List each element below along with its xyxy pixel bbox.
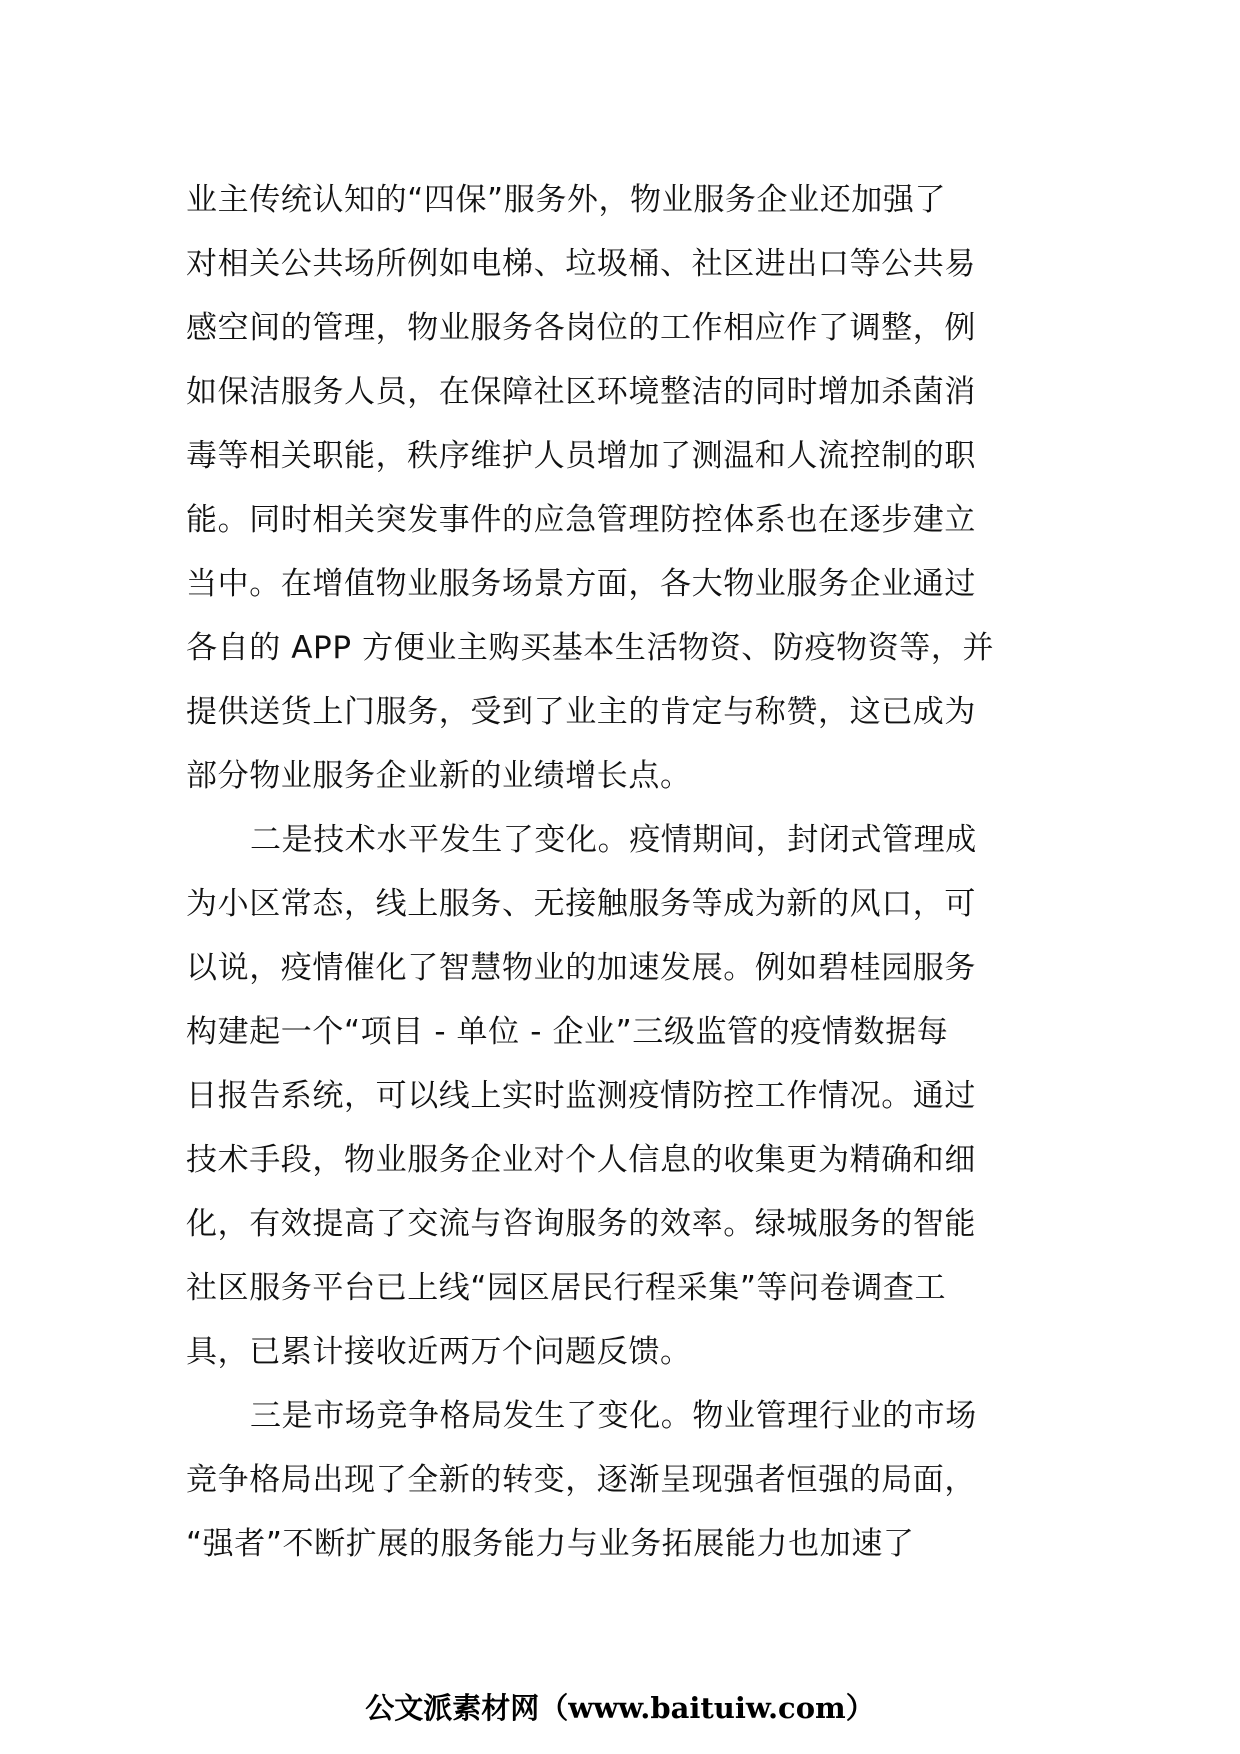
text-line: 当中。在增值物业服务场景方面，各大物业服务企业通过 [186,566,976,602]
text-line: 对相关公共场所例如电梯、垃圾桶、社区进出口等公共易 [186,246,976,282]
text-line: 社区服务平台已上线“园区居民行程采集”等问卷调查工 [186,1270,947,1306]
text-line: 如保洁服务人员，在保障社区环境整洁的同时增加杀菌消 [186,374,976,410]
text-line: 能。同时相关突发事件的应急管理防控体系也在逐步建立 [186,502,976,538]
text-line: 技术手段，物业服务企业对个人信息的收集更为精确和细 [186,1142,976,1178]
footer-watermark: 公文派素材网（www.baituiw.com） [365,1691,875,1725]
text-line: 三是市场竞争格局发生了变化。物业管理行业的市场 [250,1398,977,1434]
text-line: 部分物业服务企业新的业绩增长点。 [186,758,692,794]
text-line: 化，有效提高了交流与咨询服务的效率。绿城服务的智能 [186,1206,976,1242]
text-line: 竞争格局出现了全新的转变，逐渐呈现强者恒强的局面， [186,1462,976,1498]
text-line: 提供送货上门服务，受到了业主的肯定与称赞，这已成为 [186,694,976,730]
text-line: 日报告系统，可以线上实时监测疫情防控工作情况。通过 [186,1078,976,1114]
document-body [186,168,1066,1576]
text-line: 具，已累计接收近两万个问题反馈。 [186,1334,692,1370]
text-line: 为小区常态，线上服务、无接触服务等成为新的风口，可 [186,886,976,922]
text-line: 以说，疫情催化了智慧物业的加速发展。例如碧桂园服务 [186,950,976,986]
text-line: 各自的 APP 方便业主购买基本生活物资、防疫物资等，并 [186,630,995,666]
text-line: 毒等相关职能，秩序维护人员增加了测温和人流控制的职 [186,438,976,474]
text-line: 业主传统认知的“四保”服务外，物业服务企业还加强了 [186,182,947,218]
text-line: 二是技术水平发生了变化。疫情期间，封闭式管理成 [250,822,977,858]
text-line: “强者”不断扩展的服务能力与业务拓展能力也加速了 [186,1526,915,1562]
text-line: 构建起一个“项目 - 单位 - 企业”三级监管的疫情数据每 [186,1014,949,1050]
text-line: 感空间的管理，物业服务各岗位的工作相应作了调整，例 [186,310,976,346]
